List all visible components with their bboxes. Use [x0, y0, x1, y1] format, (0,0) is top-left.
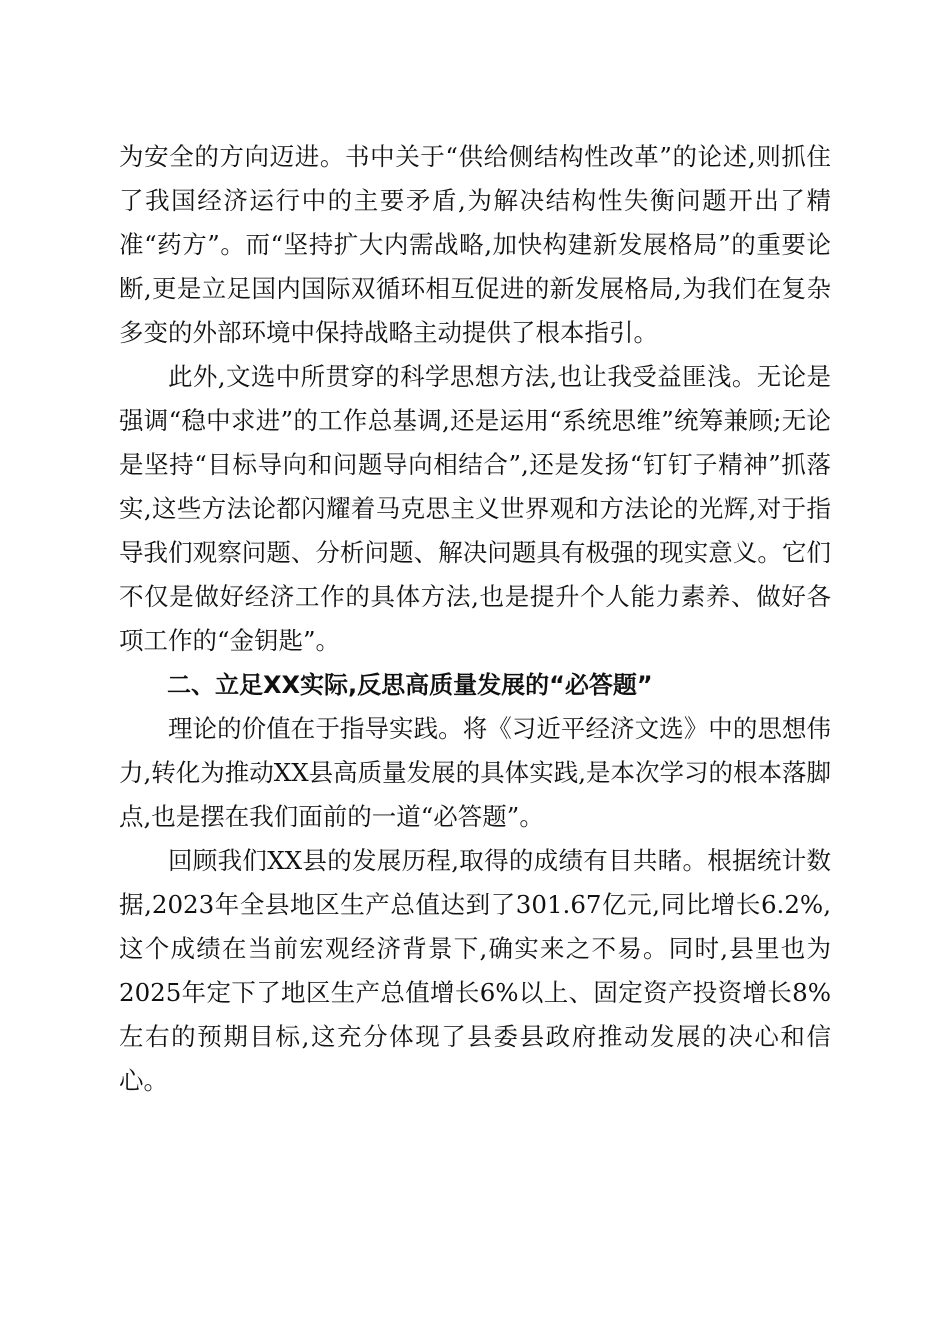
paragraph-theory-practice: 理论的价值在于指导实践。将《习近平经济文选》中的思想伟力,转化为推动XX县高质量发展的具体实践,是本次学习的根本落脚点,也是摆在我们面前的一道“必答题”。 [119, 714, 831, 831]
document-body [119, 135, 831, 1103]
paragraph-methods: 此外,文选中所贯穿的科学思想方法,也让我受益匪浅。无论是强调“稳中求进”的工作总基调,还是运用“系统思维”统筹兼顾;无论是坚持“目标导向和问题导向相结合”,还是发扬“钉钉子精神”抓落实,这些方法论都闪耀着马克思主义世界观和方法论的光辉,对于指导我们观察问题、分析问题、解决问题具有极强的现实意义。它们不仅是做好经济工作的具体方法,也是提升个人能力素养、做好各项工作的“金钥匙”。 [119, 362, 831, 655]
paragraph-continuation: 为安全的方向迈进。书中关于“供给侧结构性改革”的论述,则抓住了我国经济运行中的主要矛盾,为解决结构性失衡问题开出了精准“药方”。而“坚持扩大内需战略,加快构建新发展格局”的重要论断,更是立足国内国际双循环相互促进的新发展格局,为我们在复杂多变的外部环境中保持战略主动提供了根本指引。 [119, 142, 831, 347]
paragraph-development-review: 回顾我们XX县的发展历程,取得的成绩有目共睹。根据统计数据,2023年全县地区生产总值达到了301.67亿元,同比增长6.2%,这个成绩在当前宏观经济背景下,确实来之不易。同时,县里也为2025年定下了地区生产总值增长6%以上、固定资产投资增长8%左右的预期目标,这充分体现了县委县政府推动发展的决心和信心。 [119, 846, 831, 1095]
section-heading: 二、立足XX实际,反思高质量发展的“必答题” [167, 671, 653, 699]
